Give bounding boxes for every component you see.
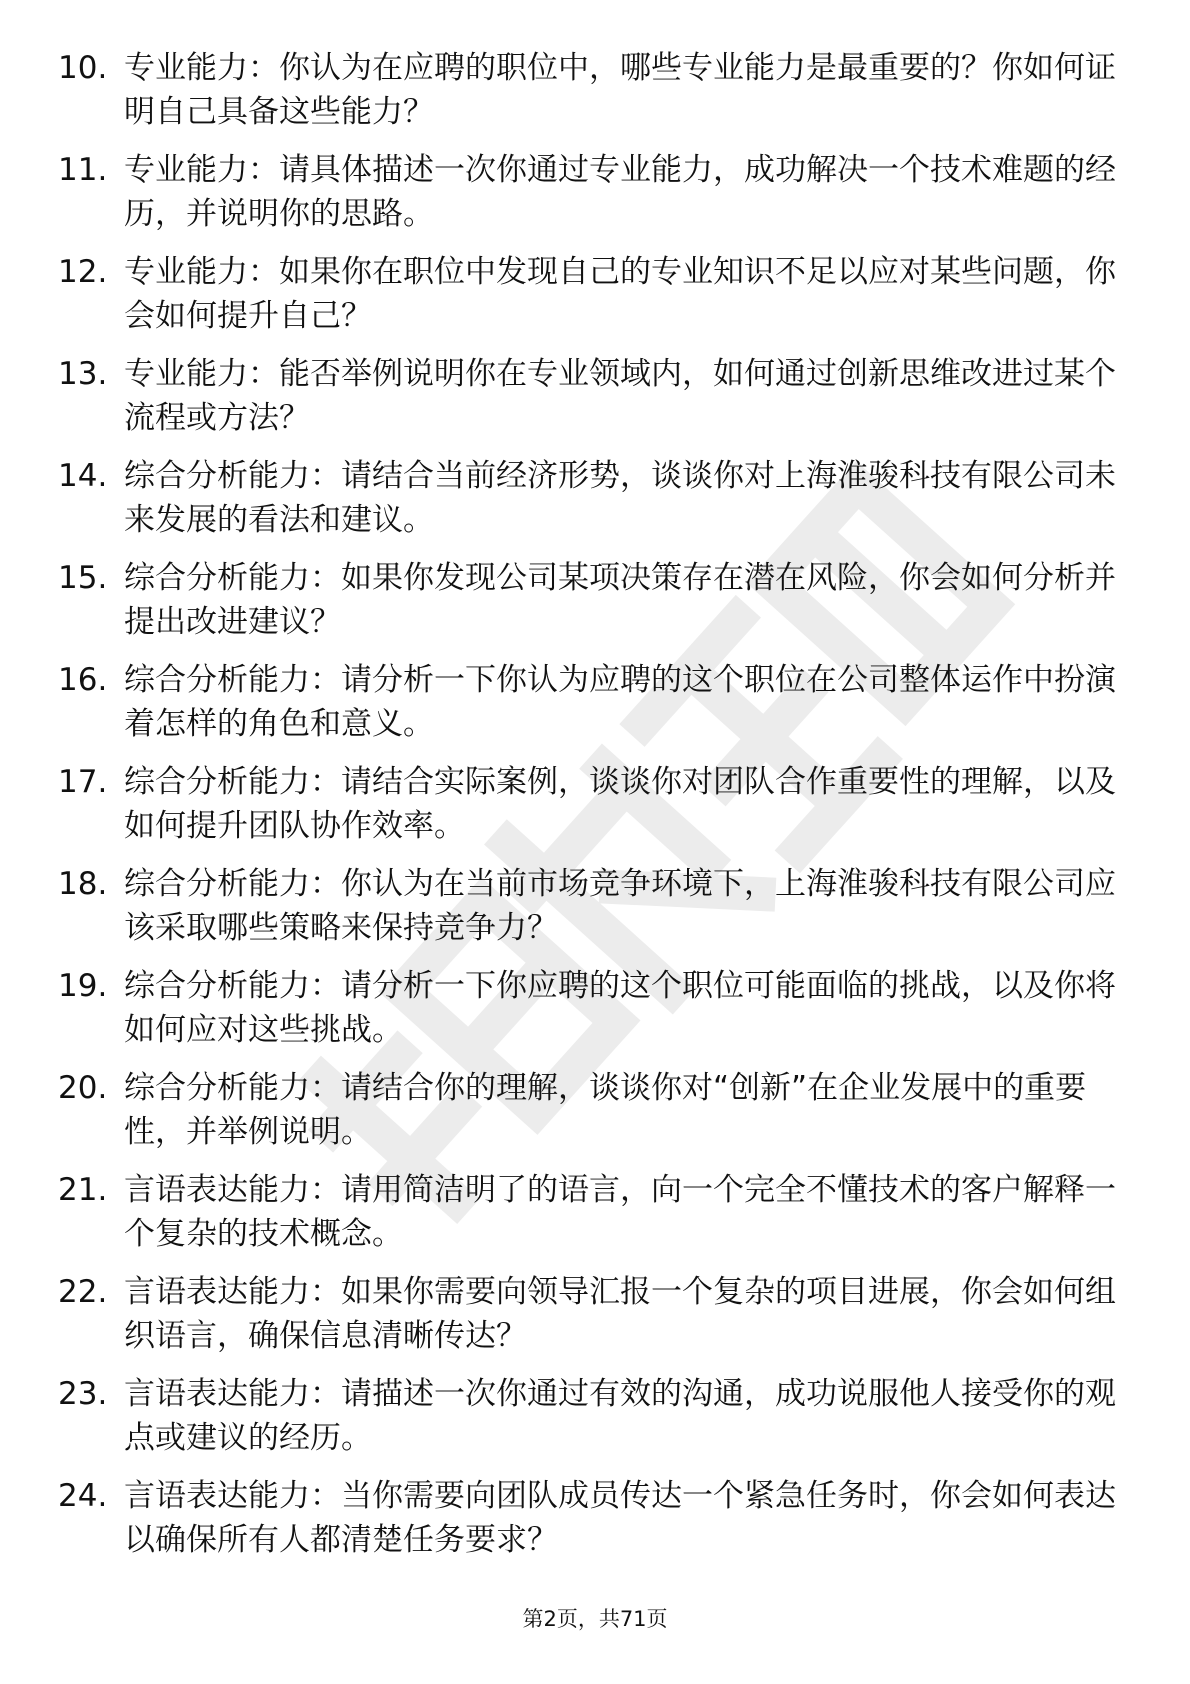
question-text: 专业能力：能否举例说明你在专业领域内，如何通过创新思维改进过某个流程或方法？ — [124, 356, 1116, 436]
question-item — [0, 548, 1190, 650]
question-number: 24. — [58, 1478, 108, 1514]
question-text: 专业能力：如果你在职位中发现自己的专业知识不足以应对某些问题，你会如何提升自己？ — [124, 254, 1116, 334]
question-item — [0, 344, 1190, 446]
question-text: 言语表达能力：请用简洁明了的语言，向一个完全不懂技术的客户解释一个复杂的技术概念。 — [124, 1172, 1116, 1252]
question-number: 19. — [58, 968, 108, 1004]
question-number: 17. — [58, 764, 108, 800]
question-number: 16. — [58, 662, 108, 698]
question-item — [0, 1364, 1190, 1466]
question-text: 综合分析能力：请分析一下你认为应聘的这个职位在公司整体运作中扮演着怎样的角色和意义。 — [124, 662, 1116, 742]
question-text: 专业能力：请具体描述一次你通过专业能力，成功解决一个技术难题的经历，并说明你的思路。 — [124, 152, 1116, 232]
question-text: 综合分析能力：如果你发现公司某项决策存在潜在风险，你会如何分析并提出改进建议？ — [124, 560, 1116, 640]
question-item — [0, 650, 1190, 752]
question-text: 综合分析能力：请结合你的理解，谈谈你对“创新”在企业发展中的重要性，并举例说明。 — [124, 1070, 1087, 1150]
question-number: 21. — [58, 1172, 108, 1208]
question-item — [0, 140, 1190, 242]
question-item — [0, 854, 1190, 956]
question-text: 言语表达能力：当你需要向团队成员传达一个紧急任务时，你会如何表达以确保所有人都清楚任务要求？ — [124, 1478, 1116, 1558]
question-number: 13. — [58, 356, 108, 392]
question-item — [0, 38, 1190, 140]
question-text: 综合分析能力：请分析一下你应聘的这个职位可能面临的挑战，以及你将如何应对这些挑战。 — [124, 968, 1116, 1048]
question-item — [0, 1262, 1190, 1364]
question-list — [0, 38, 1190, 1568]
question-text: 言语表达能力：请描述一次你通过有效的沟通，成功说服他人接受你的观点或建议的经历。 — [124, 1376, 1116, 1456]
question-number: 15. — [58, 560, 108, 596]
question-number: 22. — [58, 1274, 108, 1310]
question-number: 18. — [58, 866, 108, 902]
question-number: 20. — [58, 1070, 108, 1106]
question-item — [0, 1058, 1190, 1160]
question-number: 12. — [58, 254, 108, 290]
question-text: 言语表达能力：如果你需要向领导汇报一个复杂的项目进展，你会如何组织语言，确保信息清晰传达？ — [124, 1274, 1116, 1354]
question-number: 10. — [58, 50, 108, 86]
question-number: 23. — [58, 1376, 108, 1412]
question-text: 综合分析能力：你认为在当前市场竞争环境下，上海淮骏科技有限公司应该采取哪些策略来保持竞争力？ — [124, 866, 1116, 946]
question-item — [0, 446, 1190, 548]
question-item — [0, 1466, 1190, 1568]
question-text: 综合分析能力：请结合实际案例，谈谈你对团队合作重要性的理解，以及如何提升团队协作效率。 — [124, 764, 1116, 844]
question-item — [0, 752, 1190, 854]
question-item — [0, 242, 1190, 344]
question-number: 11. — [58, 152, 108, 188]
page-footer: 第2页，共71页 — [522, 1607, 668, 1631]
question-number: 14. — [58, 458, 108, 494]
question-item — [0, 1160, 1190, 1262]
question-item — [0, 956, 1190, 1058]
question-text: 专业能力：你认为在应聘的职位中，哪些专业能力是最重要的？你如何证明自己具备这些能力？ — [124, 50, 1116, 130]
question-text: 综合分析能力：请结合当前经济形势，谈谈你对上海淮骏科技有限公司未来发展的看法和建议。 — [124, 458, 1116, 538]
